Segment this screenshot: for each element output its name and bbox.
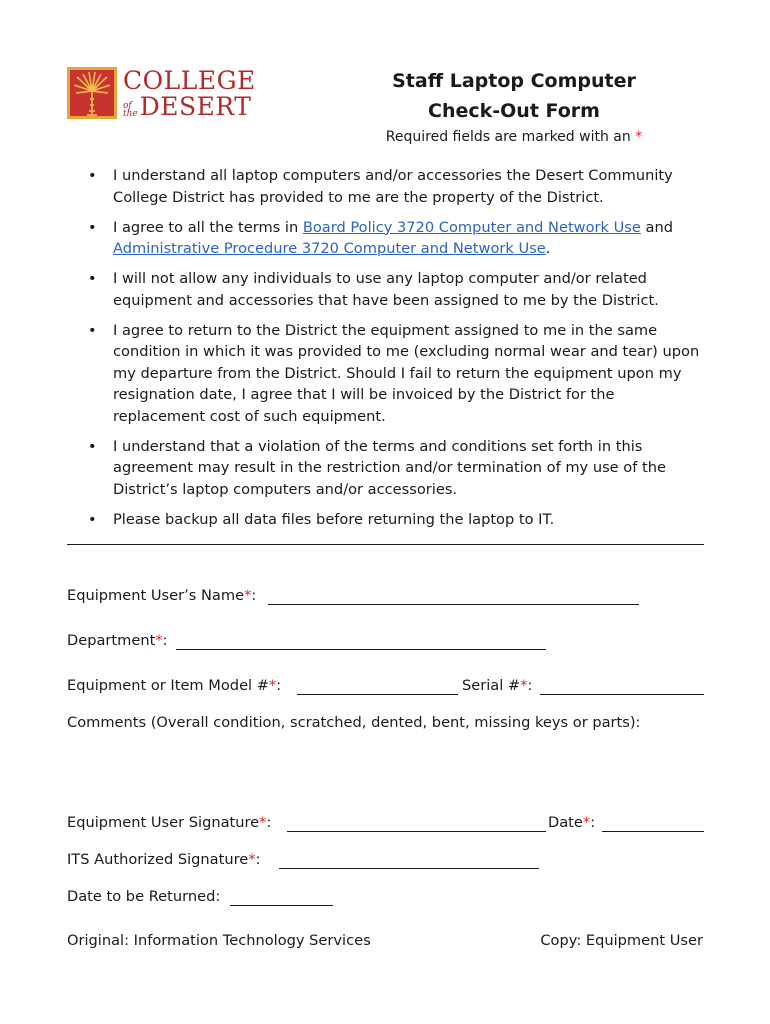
comments-field[interactable] bbox=[67, 738, 704, 808]
list-item bbox=[88, 165, 703, 208]
section-divider bbox=[67, 544, 704, 545]
required-note bbox=[356, 129, 672, 145]
bullet-icon: • bbox=[88, 510, 97, 528]
bullet-icon: • bbox=[88, 321, 97, 339]
department-field[interactable] bbox=[176, 649, 546, 650]
bullet-icon: • bbox=[88, 218, 97, 236]
department-label: Department*: bbox=[67, 632, 168, 649]
its-signature-label: ITS Authorized Signature*: bbox=[67, 851, 261, 868]
serial-label: Serial #*: bbox=[462, 677, 533, 694]
serial-field[interactable] bbox=[540, 694, 704, 695]
its-signature-field[interactable] bbox=[279, 868, 539, 869]
list-item bbox=[88, 436, 703, 501]
logo-word-desert: DESERT bbox=[139, 91, 252, 121]
terms-list bbox=[88, 165, 703, 539]
user-copy-note: Copy: Equipment User bbox=[540, 932, 703, 949]
terms-item-5: I understand that a violation of the terms and conditions set forth in this agreement may result in the restriction and/or termination of my use of the District’s laptop computers and/or accessories. bbox=[113, 437, 666, 498]
date-field[interactable] bbox=[602, 831, 704, 832]
college-logo bbox=[67, 67, 256, 119]
signature-label: Equipment User Signature*: bbox=[67, 814, 272, 831]
bullet-icon: • bbox=[88, 167, 97, 184]
form-title-line2: Check-Out Form bbox=[428, 100, 600, 122]
list-item bbox=[88, 268, 703, 311]
return-date-field[interactable] bbox=[230, 905, 333, 906]
model-label: Equipment or Item Model #*: bbox=[67, 677, 282, 694]
model-field[interactable] bbox=[297, 694, 458, 695]
list-item bbox=[88, 320, 703, 428]
list-item bbox=[88, 509, 703, 531]
bullet-icon: • bbox=[88, 270, 97, 287]
logo-word-of: of bbox=[123, 101, 132, 112]
user-name-field[interactable] bbox=[268, 604, 639, 605]
return-date-label: Date to be Returned: bbox=[67, 888, 221, 905]
logo-word-college: COLLEGE bbox=[123, 65, 256, 95]
palm-tree-logo-icon bbox=[67, 67, 117, 119]
comments-label: Comments (Overall condition, scratched, dented, bent, missing keys or parts): bbox=[67, 714, 641, 731]
board-policy-link[interactable]: Board Policy 3720 Computer and Network Use bbox=[302, 218, 641, 236]
terms-item-2-text: I agree to all the terms in bbox=[113, 218, 303, 236]
date-label: Date*: bbox=[548, 814, 596, 831]
bullet-icon: • bbox=[88, 437, 97, 455]
user-name-label: Equipment User’s Name*: bbox=[67, 587, 257, 604]
required-asterisk: * bbox=[635, 129, 643, 145]
terms-item-2-and: and bbox=[640, 218, 673, 236]
original-copy-note: Original: Information Technology Services bbox=[67, 932, 371, 949]
terms-item-4: I agree to return to the District the equipment assigned to me in the same condition in which it was provided to me (excluding normal wear and tear) upon my departure from the District. Should I fail to return the equipment upon my resignation date, I agree that I will be invoiced by the District for the replacement cost of such equipment. bbox=[113, 321, 700, 425]
list-item bbox=[88, 217, 703, 260]
terms-item-2-period: . bbox=[545, 240, 551, 257]
terms-item-1: I understand all laptop computers and/or accessories the Desert Community College District has provided to me are the property of the District. bbox=[113, 167, 673, 206]
admin-procedure-link[interactable]: Administrative Procedure 3720 Computer and Network Use bbox=[113, 240, 546, 257]
logo-word-the: the bbox=[123, 109, 138, 120]
required-note-text: Required fields are marked with an bbox=[385, 129, 631, 145]
college-name bbox=[123, 65, 256, 121]
terms-item-3: I will not allow any individuals to use any laptop computer and/or related equipment and accessories that have been assigned to me by the District. bbox=[113, 270, 659, 309]
terms-item-6: Please backup all data files before returning the laptop to IT. bbox=[113, 510, 555, 528]
signature-field[interactable] bbox=[287, 831, 546, 832]
form-title-line1: Staff Laptop Computer bbox=[392, 70, 636, 92]
